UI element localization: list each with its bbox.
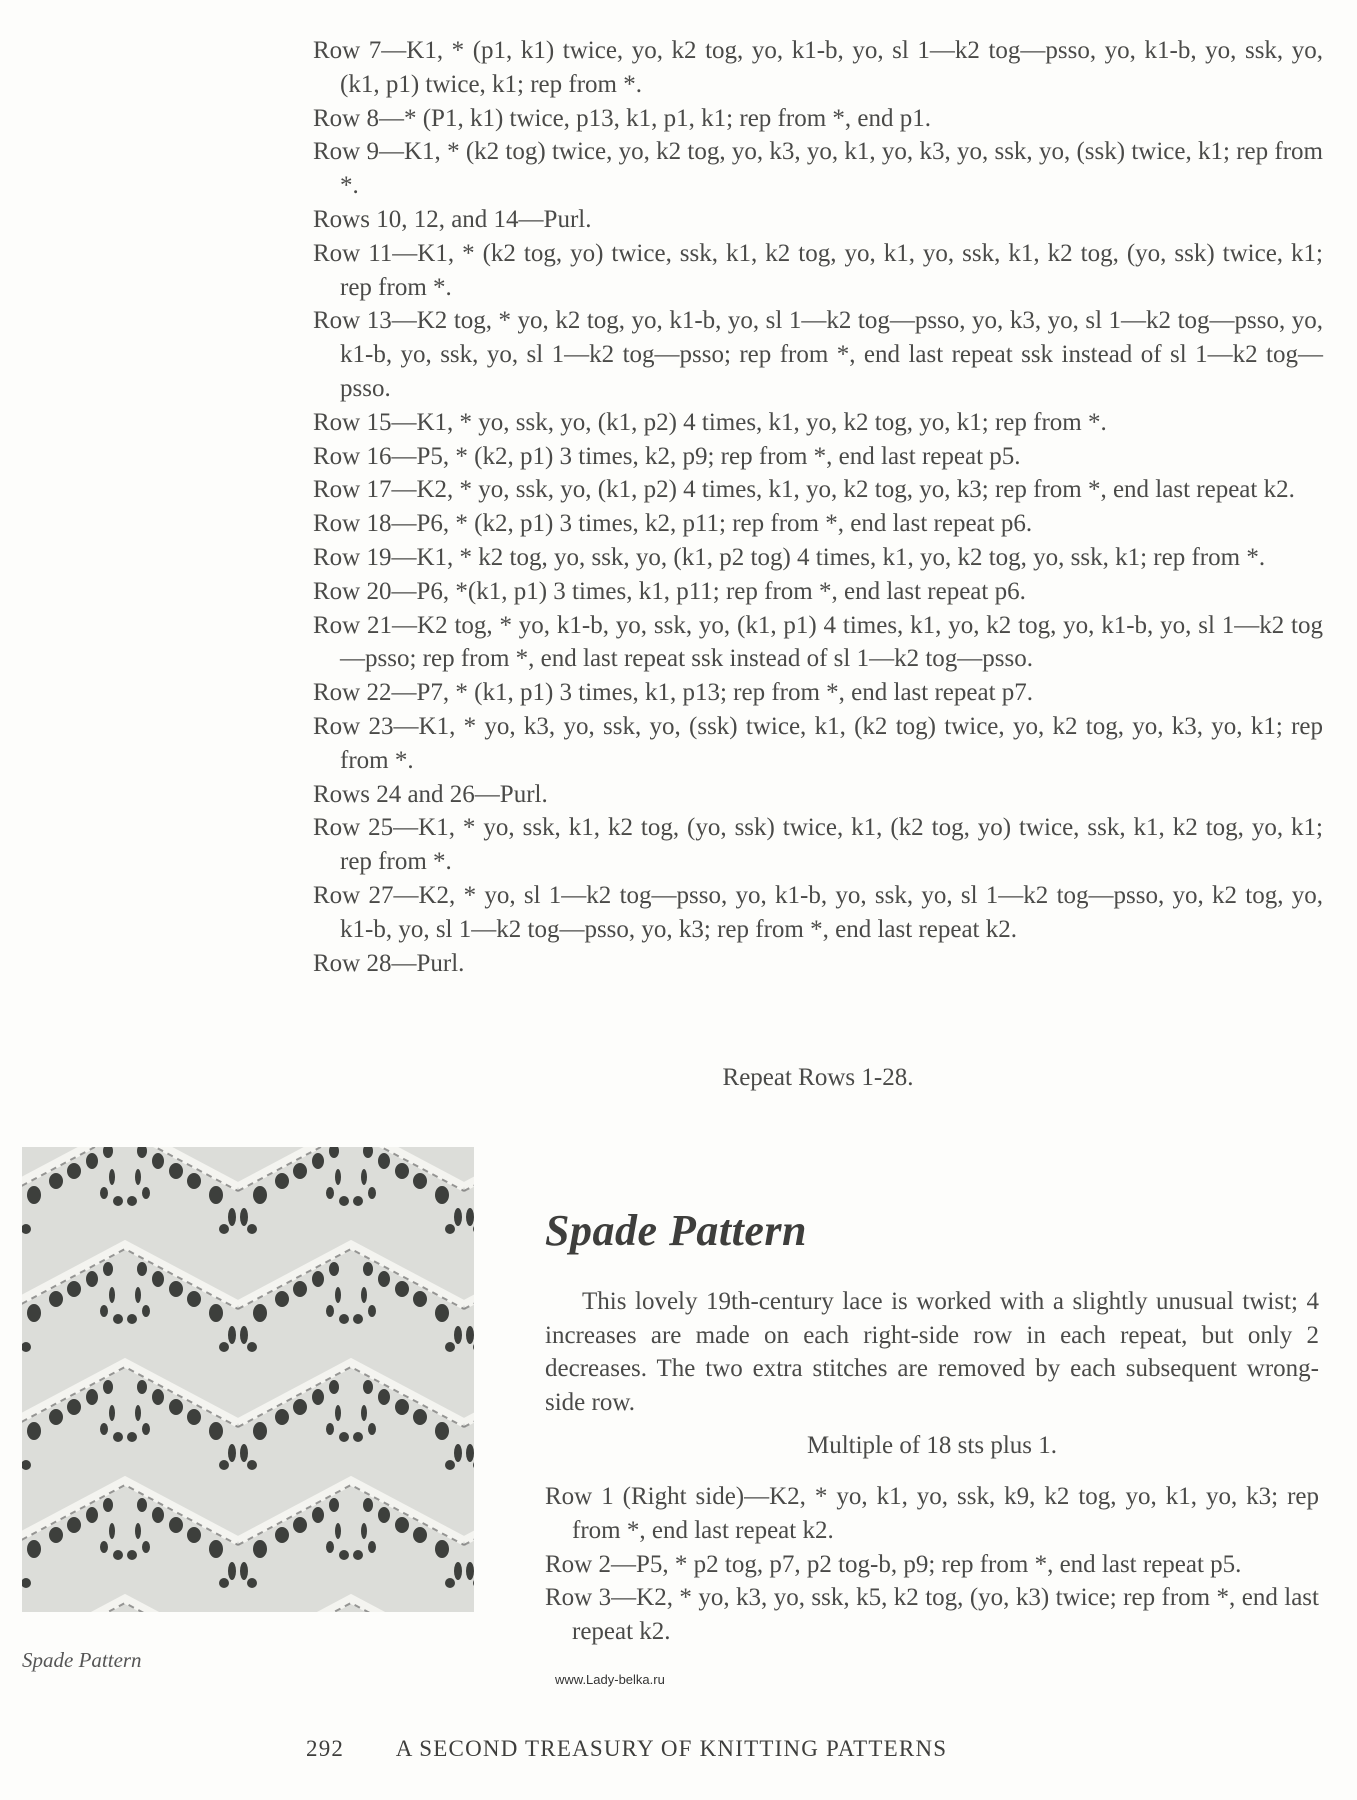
row-instruction: Row 7—K1, * (p1, k1) twice, yo, k2 tog, yo, k1-b, yo, sl 1—k2 tog—psso, yo, k1-b, yo, ssk, yo, (k1, p1) twice, k1; rep from *. [313, 37, 1323, 98]
row-instruction: Row 9—K1, * (k2 tog) twice, yo, k2 tog, yo, k3, yo, k1, yo, k3, yo, ssk, yo, (ssk) twice, k1; rep from *. [313, 138, 1323, 200]
lace-pattern-image [22, 1147, 474, 1612]
photo-caption: Spade Pattern [22, 1648, 142, 1672]
row-instruction: Row 23—K1, * yo, k3, yo, ssk, yo, (ssk) twice, k1, (k2 tog) twice, yo, k2 tog, yo, k3, yo, k1; rep from *. [313, 712, 1323, 774]
row-instruction: Row 3—K2, * yo, k3, yo, ssk, k5, k2 tog, (yo, k3) twice; rep from *, end last repeat k2. [545, 1584, 1319, 1646]
page-number: 292 [306, 1736, 345, 1761]
lace-swatch-photo [22, 1147, 474, 1612]
instructions-continued [313, 34, 1323, 980]
row-instruction: Row 28—Purl. [313, 949, 465, 977]
row-instruction: Row 25—K1, * yo, ssk, k1, k2 tog, (yo, ssk) twice, k1, (k2 tog, yo) twice, ssk, k1, k2 tog, yo, k1; rep from *. [313, 814, 1323, 876]
row-instruction: Row 1 (Right side)—K2, * yo, k1, yo, ssk, k9, k2 tog, yo, k1, yo, k3; rep from *, end last repeat k2. [545, 1483, 1319, 1544]
section-intro: This lovely 19th-century lace is worked with a slightly unusual twist; 4 increases are made on each right-side row in each repeat, but only 2 decreases. The two extra stitches are removed by each subsequent wrong-side row. [545, 1288, 1319, 1416]
stitch-multiple: Multiple of 18 sts plus 1. [806, 1432, 1057, 1459]
row-instruction: Row 27—K2, * yo, sl 1—k2 tog—psso, yo, k1-b, yo, ssk, yo, sl 1—k2 tog—psso, yo, k2 tog, yo, k1-b, yo, sl 1—k2 tog—psso, yo, k3; rep from *, end last repeat k2. [313, 881, 1323, 943]
spade-instructions [545, 1480, 1319, 1649]
book-title: A SECOND TREASURY OF KNITTING PATTERNS [395, 1736, 948, 1761]
row-instruction: Row 15—K1, * yo, ssk, yo, (k1, p2) 4 times, k1, yo, k2 tog, yo, k1; rep from *. [313, 408, 1107, 436]
watermark: www.Lady-belka.ru [555, 1672, 665, 1687]
row-instruction: Row 22—P7, * (k1, p1) 3 times, k1, p13; rep from *, end last repeat p7. [313, 679, 1034, 707]
row-instruction: Row 16—P5, * (k2, p1) 3 times, k2, p9; rep from *, end last repeat p5. [313, 442, 1021, 470]
page-footer [306, 1736, 947, 1762]
row-instruction: Row 18—P6, * (k2, p1) 3 times, k2, p11; rep from *, end last repeat p6. [313, 510, 1033, 538]
row-instruction: Rows 24 and 26—Purl. [313, 780, 548, 808]
row-instruction: Row 8—* (P1, k1) twice, p13, k1, p1, k1; rep from *, end p1. [313, 104, 931, 132]
section-title: Spade Pattern [545, 1206, 807, 1255]
row-instruction: Row 13—K2 tog, * yo, k2 tog, yo, k1-b, yo, sl 1—k2 tog—psso, yo, k3, yo, sl 1—k2 tog—psso, yo, k1-b, yo, ssk, yo, sl 1—k2 tog—psso; rep from *, end last repeat ssk instead of sl 1—k2 tog—psso. [313, 307, 1323, 402]
row-instruction: Rows 10, 12, and 14—Purl. [313, 205, 592, 233]
row-instruction: Row 17—K2, * yo, ssk, yo, (k1, p2) 4 times, k1, yo, k2 tog, yo, k3; rep from *, end last repeat k2. [313, 476, 1295, 504]
row-instruction: Row 21—K2 tog, * yo, k1-b, yo, ssk, yo, (k1, p1) 4 times, k1, yo, k2 tog, yo, k1-b, yo, sl 1—k2 tog—psso; rep from *, end last repeat ssk instead of sl 1—k2 tog—psso. [313, 611, 1323, 673]
row-instruction: Row 11—K1, * (k2 tog, yo) twice, ssk, k1, k2 tog, yo, k1, yo, ssk, k1, k2 tog, (yo, ssk) twice, k1; rep from *. [313, 239, 1323, 301]
row-instruction: Row 2—P5, * p2 tog, p7, p2 tog-b, p9; rep from *, end last repeat p5. [545, 1550, 1242, 1578]
row-instruction: Row 20—P6, *(k1, p1) 3 times, k1, p11; rep from *, end last repeat p6. [313, 577, 1026, 605]
repeat-note: Repeat Rows 1-28. [722, 1064, 914, 1091]
row-instruction: Row 19—K1, * k2 tog, yo, ssk, yo, (k1, p2 tog) 4 times, k1, yo, k2 tog, yo, ssk, k1; rep from *. [313, 543, 1266, 571]
